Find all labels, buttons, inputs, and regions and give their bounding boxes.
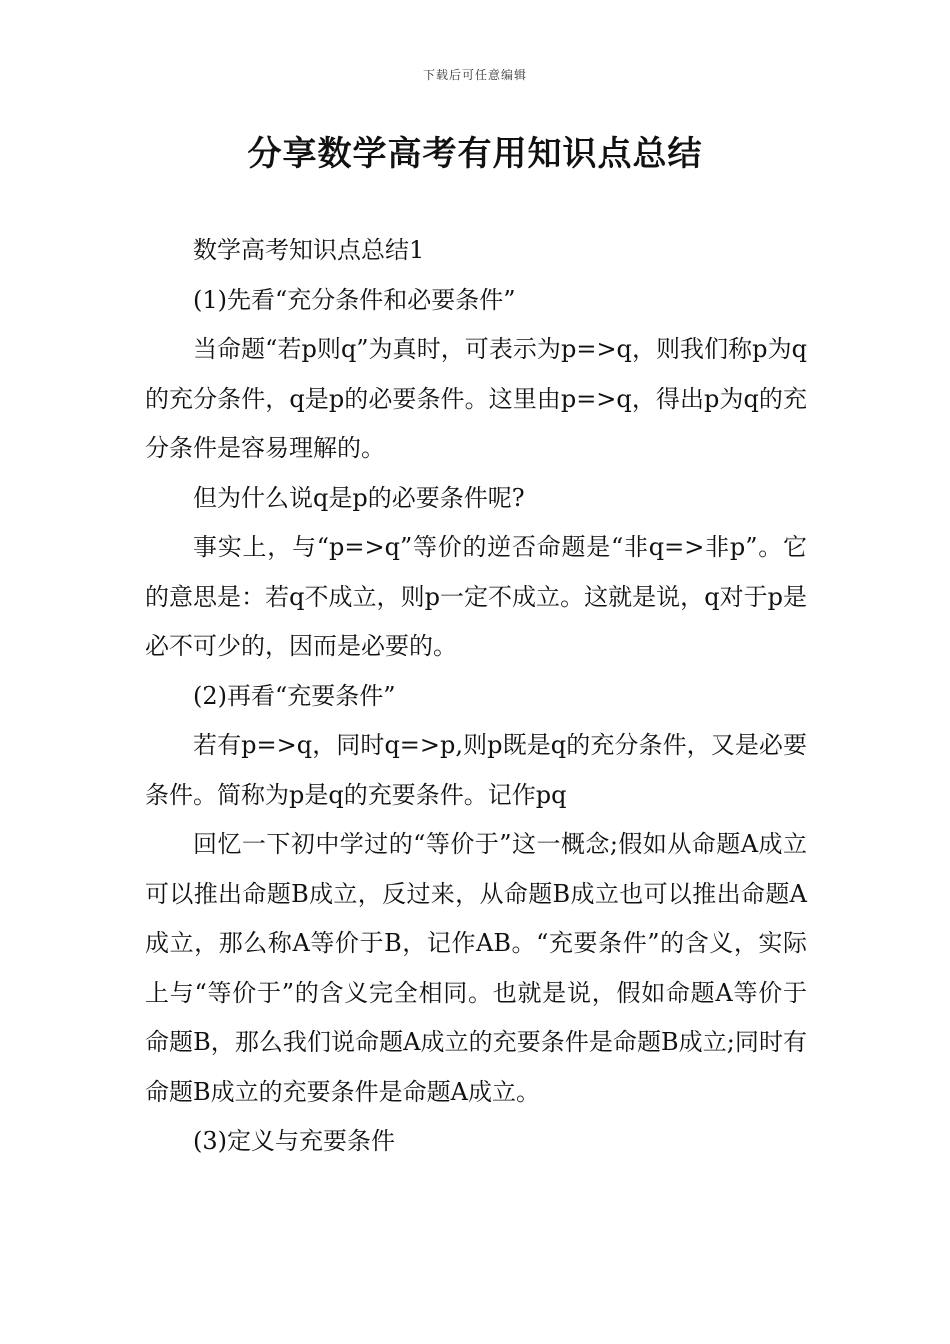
header-note: 下载后可任意编辑: [422, 68, 527, 82]
paragraph: 但为什么说q是p的必要条件呢?: [193, 483, 525, 512]
paragraph: 当命题“若p则q”为真时，可表示为p=>q，则我们称p为q的充分条件，q是p的必要条件。这里由p=>q，得出p为q的充分条件是容易理解的。: [145, 335, 807, 462]
document-body: [145, 226, 807, 1167]
paragraph: 事实上，与“p=>q”等价的逆否命题是“非q=>非p”。它的意思是：若q不成立，则p一定不成立。这就是说，q对于p是必不可少的，因而是必要的。: [145, 533, 807, 660]
paragraph: 若有p=>q，同时q=>p,则p既是q的充分条件，又是必要条件。简称为p是q的充要条件。记作pq: [145, 731, 807, 809]
subheading: (2)再看“充要条件”: [193, 681, 396, 710]
subheading: (1)先看“充分条件和必要条件”: [193, 285, 516, 314]
document-title: 分享数学高考有用知识点总结: [247, 134, 703, 174]
section-heading: 数学高考知识点总结1: [193, 236, 425, 264]
subheading: (3)定义与充要条件: [193, 1127, 395, 1155]
paragraph: 回忆一下初中学过的“等价于”这一概念;假如从命题A成立可以推出命题B成立，反过来，从命题B成立也可以推出命题A成立，那么称A等价于B，记作AB。“充要条件”的含义，实际上与“等价于”的含义完全相同。也就是说，假如命题A等价于命题B，那么我们说命题A成立的充要条件是命题B成立;同时有命题B成立的充要条件是命题A成立。: [145, 830, 807, 1106]
